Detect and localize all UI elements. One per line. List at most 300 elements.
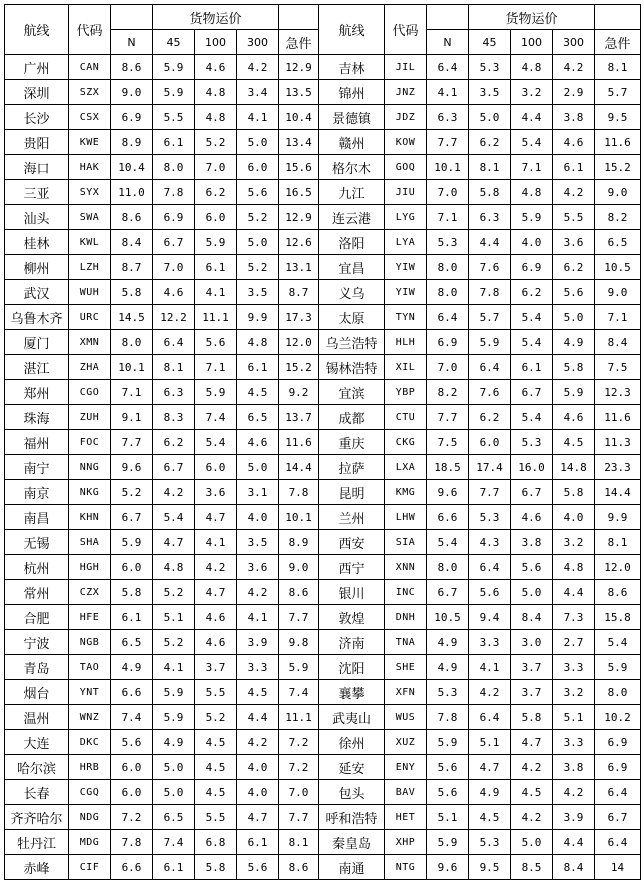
route-code: CAN: [69, 55, 111, 80]
rate-45: 8.1: [153, 355, 195, 380]
rate-100: 3.6: [195, 480, 237, 505]
rate-45: 7.7: [469, 480, 511, 505]
rate-n: 7.7: [111, 430, 153, 455]
rate-300: 3.4: [237, 80, 279, 105]
rate-300: 5.6: [237, 180, 279, 205]
rate-n: 7.1: [427, 205, 469, 230]
rate-urgent: 9.0: [595, 180, 641, 205]
table-row: [5, 455, 641, 480]
rate-100: 8.5: [511, 855, 553, 880]
rate-300: 3.8: [553, 105, 595, 130]
rate-urgent: 9.2: [279, 380, 319, 405]
rate-45: 6.3: [469, 205, 511, 230]
rate-urgent: 7.4: [279, 680, 319, 705]
rate-n: 11.0: [111, 180, 153, 205]
rate-100: 7.0: [195, 155, 237, 180]
rate-n: 4.9: [427, 630, 469, 655]
rate-300: 3.5: [237, 280, 279, 305]
rate-n: 6.6: [111, 680, 153, 705]
rate-45: 5.0: [469, 105, 511, 130]
rate-300: 6.2: [553, 255, 595, 280]
rate-urgent: 9.5: [595, 105, 641, 130]
rate-45: 6.4: [469, 355, 511, 380]
col-n-left: N: [111, 30, 153, 55]
table-row: [5, 405, 641, 430]
route-city: 乌鲁木齐: [5, 305, 69, 330]
route-code: YNT: [69, 680, 111, 705]
freight-header-left: 货物运价: [153, 5, 279, 30]
route-code: INC: [385, 580, 427, 605]
route-city: 广州: [5, 55, 69, 80]
rate-n: 5.3: [427, 680, 469, 705]
rate-100: 6.2: [195, 180, 237, 205]
rate-100: 6.2: [511, 280, 553, 305]
rate-45: 7.8: [153, 180, 195, 205]
rate-45: 12.2: [153, 305, 195, 330]
route-code: CIF: [69, 855, 111, 880]
route-code: CSX: [69, 105, 111, 130]
rate-300: 4.2: [237, 580, 279, 605]
rate-300: 3.9: [237, 630, 279, 655]
rate-n: 7.0: [427, 355, 469, 380]
route-city: 宜滨: [319, 380, 385, 405]
rate-45: 5.9: [469, 330, 511, 355]
rate-100: 5.5: [195, 680, 237, 705]
route-city: 深圳: [5, 80, 69, 105]
route-city: 成都: [319, 405, 385, 430]
route-code: SWA: [69, 205, 111, 230]
rate-n: 5.6: [111, 730, 153, 755]
route-city: 温州: [5, 705, 69, 730]
rate-300: 3.9: [553, 805, 595, 830]
rate-300: 4.2: [553, 780, 595, 805]
rate-100: 4.5: [511, 780, 553, 805]
rate-100: 6.7: [511, 380, 553, 405]
header-row-top: [5, 5, 641, 30]
rate-urgent: 12.9: [279, 205, 319, 230]
rate-urgent: 6.9: [595, 730, 641, 755]
rate-300: 5.0: [237, 455, 279, 480]
rate-100: 6.1: [195, 255, 237, 280]
rate-300: 4.4: [553, 830, 595, 855]
rate-100: 6.0: [195, 455, 237, 480]
table-row: [5, 530, 641, 555]
route-city: 无锡: [5, 530, 69, 555]
rate-300: 3.1: [237, 480, 279, 505]
rate-300: 3.5: [237, 530, 279, 555]
route-city: 连云港: [319, 205, 385, 230]
route-code: YIW: [385, 280, 427, 305]
rate-n: 8.0: [427, 555, 469, 580]
rate-45: 5.3: [469, 505, 511, 530]
rate-n: 8.6: [111, 55, 153, 80]
rate-45: 4.6: [153, 280, 195, 305]
rate-n: 10.4: [111, 155, 153, 180]
rate-urgent: 13.5: [279, 80, 319, 105]
table-row: [5, 180, 641, 205]
route-city: 珠海: [5, 405, 69, 430]
rate-100: 4.7: [511, 730, 553, 755]
rate-300: 5.8: [553, 480, 595, 505]
rate-300: 4.0: [553, 505, 595, 530]
rate-300: 6.1: [237, 830, 279, 855]
rate-300: 4.2: [237, 55, 279, 80]
route-city: 长春: [5, 780, 69, 805]
rate-45: 6.4: [153, 330, 195, 355]
rate-45: 6.0: [469, 430, 511, 455]
route-city: 桂林: [5, 230, 69, 255]
rate-45: 5.7: [469, 305, 511, 330]
route-code: NGB: [69, 630, 111, 655]
rate-45: 8.1: [469, 155, 511, 180]
rate-300: 2.7: [553, 630, 595, 655]
rate-300: 4.6: [553, 405, 595, 430]
header-blank-right-2: [595, 5, 641, 30]
rate-urgent: 5.9: [279, 655, 319, 680]
rate-urgent: 7.5: [595, 355, 641, 380]
rate-n: 7.7: [427, 130, 469, 155]
rate-100: 4.8: [511, 55, 553, 80]
col-300-right: 300: [553, 30, 595, 55]
route-code: KWE: [69, 130, 111, 155]
rate-urgent: 10.5: [595, 255, 641, 280]
table-row: [5, 130, 641, 155]
rate-300: 6.1: [553, 155, 595, 180]
route-city: 青岛: [5, 655, 69, 680]
rate-100: 6.1: [511, 355, 553, 380]
rate-100: 4.6: [195, 55, 237, 80]
route-city: 西宁: [319, 555, 385, 580]
route-city: 太原: [319, 305, 385, 330]
route-code: CZX: [69, 580, 111, 605]
rate-45: 3.5: [469, 80, 511, 105]
rate-45: 4.7: [153, 530, 195, 555]
route-code: KMG: [385, 480, 427, 505]
route-city: 齐齐哈尔: [5, 805, 69, 830]
rate-300: 5.0: [237, 230, 279, 255]
route-code: MDG: [69, 830, 111, 855]
rate-45: 7.6: [469, 255, 511, 280]
rate-100: 4.8: [195, 80, 237, 105]
rate-100: 6.9: [511, 255, 553, 280]
rate-urgent: 9.0: [595, 280, 641, 305]
rate-45: 4.1: [469, 655, 511, 680]
rate-45: 6.9: [153, 205, 195, 230]
rate-urgent: 6.4: [595, 830, 641, 855]
rate-45: 6.5: [153, 805, 195, 830]
rate-urgent: 11.6: [595, 130, 641, 155]
rate-urgent: 14.4: [595, 480, 641, 505]
rate-urgent: 7.7: [279, 805, 319, 830]
route-code: GOQ: [385, 155, 427, 180]
route-city: 吉林: [319, 55, 385, 80]
table-row: [5, 830, 641, 855]
route-code: JNZ: [385, 80, 427, 105]
rate-300: 5.0: [553, 305, 595, 330]
rate-300: 7.3: [553, 605, 595, 630]
rate-45: 7.8: [469, 280, 511, 305]
rate-45: 6.2: [469, 130, 511, 155]
table-row: [5, 730, 641, 755]
rate-urgent: 8.6: [279, 580, 319, 605]
rate-urgent: 14: [595, 855, 641, 880]
route-city: 景德镇: [319, 105, 385, 130]
rate-n: 6.1: [111, 605, 153, 630]
route-code: FOC: [69, 430, 111, 455]
rate-urgent: 7.7: [279, 605, 319, 630]
route-code: NTG: [385, 855, 427, 880]
rate-urgent: 8.7: [279, 280, 319, 305]
rate-n: 5.9: [427, 730, 469, 755]
table-row: [5, 755, 641, 780]
table-row: [5, 55, 641, 80]
rate-urgent: 8.6: [595, 580, 641, 605]
rate-45: 3.3: [469, 630, 511, 655]
rate-n: 5.1: [427, 805, 469, 830]
rate-n: 5.6: [427, 780, 469, 805]
rate-300: 4.6: [553, 130, 595, 155]
route-city: 海口: [5, 155, 69, 180]
rate-n: 7.5: [427, 430, 469, 455]
route-code: LZH: [69, 255, 111, 280]
rate-100: 4.4: [511, 105, 553, 130]
rate-45: 4.8: [153, 555, 195, 580]
rate-300: 5.6: [553, 280, 595, 305]
route-header-right: 航线: [319, 5, 385, 55]
code-header-right: 代码: [385, 5, 427, 55]
table-row: [5, 555, 641, 580]
rate-100: 5.0: [511, 580, 553, 605]
route-code: CKG: [385, 430, 427, 455]
freight-rate-table: [4, 4, 641, 880]
rate-100: 3.0: [511, 630, 553, 655]
rate-n: 6.7: [427, 580, 469, 605]
rate-urgent: 6.7: [595, 805, 641, 830]
rate-300: 6.1: [237, 355, 279, 380]
route-city: 长沙: [5, 105, 69, 130]
rate-100: 3.7: [511, 680, 553, 705]
route-code: JDZ: [385, 105, 427, 130]
rate-100: 4.2: [195, 555, 237, 580]
rate-urgent: 16.5: [279, 180, 319, 205]
rate-100: 5.2: [195, 705, 237, 730]
rate-300: 3.3: [553, 655, 595, 680]
route-city: 洛阳: [319, 230, 385, 255]
rate-45: 5.0: [153, 755, 195, 780]
rate-urgent: 23.3: [595, 455, 641, 480]
table-row: [5, 80, 641, 105]
route-code: LHW: [385, 505, 427, 530]
rate-100: 5.4: [511, 330, 553, 355]
route-city: 哈尔滨: [5, 755, 69, 780]
rate-n: 5.9: [427, 830, 469, 855]
rate-45: 4.5: [469, 805, 511, 830]
route-code: HFE: [69, 605, 111, 630]
table-row: [5, 705, 641, 730]
rate-100: 6.7: [511, 480, 553, 505]
route-city: 郑州: [5, 380, 69, 405]
rate-300: 3.2: [553, 530, 595, 555]
rate-45: 4.9: [469, 780, 511, 805]
rate-n: 7.8: [427, 705, 469, 730]
table-row: [5, 780, 641, 805]
rate-urgent: 8.1: [595, 530, 641, 555]
rate-45: 5.9: [153, 80, 195, 105]
route-code: YIW: [385, 255, 427, 280]
rate-100: 4.5: [195, 730, 237, 755]
route-code: LXA: [385, 455, 427, 480]
route-code: SHE: [385, 655, 427, 680]
route-city: 银川: [319, 580, 385, 605]
rate-n: 7.4: [111, 705, 153, 730]
route-code: XUZ: [385, 730, 427, 755]
rate-urgent: 13.1: [279, 255, 319, 280]
rate-100: 5.4: [511, 130, 553, 155]
route-city: 沈阳: [319, 655, 385, 680]
route-code: XNN: [385, 555, 427, 580]
col-100-left: 100: [195, 30, 237, 55]
rate-n: 9.1: [111, 405, 153, 430]
table-row: [5, 305, 641, 330]
rate-n: 6.3: [427, 105, 469, 130]
rate-n: 6.0: [111, 780, 153, 805]
rate-n: 9.6: [427, 480, 469, 505]
rate-100: 4.6: [195, 630, 237, 655]
route-code: TNA: [385, 630, 427, 655]
rate-urgent: 11.1: [279, 705, 319, 730]
rate-300: 14.8: [553, 455, 595, 480]
route-code: LYG: [385, 205, 427, 230]
table-row: [5, 805, 641, 830]
table-row: [5, 630, 641, 655]
rate-urgent: 5.9: [595, 655, 641, 680]
rate-urgent: 15.8: [595, 605, 641, 630]
route-city: 锡林浩特: [319, 355, 385, 380]
rate-300: 6.5: [237, 405, 279, 430]
rate-100: 3.8: [511, 530, 553, 555]
rate-45: 4.2: [153, 480, 195, 505]
rate-n: 8.9: [111, 130, 153, 155]
rate-45: 8.3: [153, 405, 195, 430]
route-code: WUH: [69, 280, 111, 305]
rate-urgent: 5.7: [595, 80, 641, 105]
rate-300: 5.0: [237, 130, 279, 155]
rate-n: 4.9: [111, 655, 153, 680]
route-code: ZHA: [69, 355, 111, 380]
rate-45: 5.1: [153, 605, 195, 630]
rate-300: 4.4: [237, 705, 279, 730]
rate-table-body: [5, 55, 641, 880]
route-city: 九江: [319, 180, 385, 205]
route-code: XFN: [385, 680, 427, 705]
route-code: JIU: [385, 180, 427, 205]
rate-45: 17.4: [469, 455, 511, 480]
rate-45: 5.9: [153, 680, 195, 705]
route-city: 赣州: [319, 130, 385, 155]
rate-100: 4.2: [511, 755, 553, 780]
col-300-left: 300: [237, 30, 279, 55]
rate-n: 9.6: [427, 855, 469, 880]
rate-45: 6.7: [153, 455, 195, 480]
rate-urgent: 8.6: [279, 855, 319, 880]
col-urgent-right: 急件: [595, 30, 641, 55]
rate-100: 4.0: [511, 230, 553, 255]
table-row: [5, 580, 641, 605]
rate-urgent: 11.3: [595, 430, 641, 455]
rate-45: 5.1: [469, 730, 511, 755]
rate-45: 6.7: [153, 230, 195, 255]
rate-urgent: 7.2: [279, 730, 319, 755]
rate-100: 7.1: [195, 355, 237, 380]
rate-n: 7.7: [427, 405, 469, 430]
rate-300: 4.7: [237, 805, 279, 830]
rate-300: 4.6: [237, 430, 279, 455]
route-city: 襄攀: [319, 680, 385, 705]
route-code: SZX: [69, 80, 111, 105]
route-code: HAK: [69, 155, 111, 180]
route-city: 济南: [319, 630, 385, 655]
rate-300: 3.3: [553, 730, 595, 755]
rate-100: 5.9: [511, 205, 553, 230]
rate-urgent: 10.4: [279, 105, 319, 130]
rate-n: 10.1: [427, 155, 469, 180]
route-city: 昆明: [319, 480, 385, 505]
route-code: BAV: [385, 780, 427, 805]
rate-n: 6.6: [111, 855, 153, 880]
rate-n: 8.6: [111, 205, 153, 230]
table-row: [5, 655, 641, 680]
route-city: 南宁: [5, 455, 69, 480]
route-city: 秦皇岛: [319, 830, 385, 855]
rate-300: 4.4: [553, 580, 595, 605]
rate-100: 5.6: [511, 555, 553, 580]
route-code: HLH: [385, 330, 427, 355]
rate-100: 4.7: [195, 505, 237, 530]
rate-urgent: 10.2: [595, 705, 641, 730]
rate-100: 4.8: [195, 105, 237, 130]
table-row: [5, 330, 641, 355]
rate-45: 6.4: [469, 555, 511, 580]
route-city: 南京: [5, 480, 69, 505]
table-row: [5, 505, 641, 530]
route-city: 宁波: [5, 630, 69, 655]
rate-urgent: 9.8: [279, 630, 319, 655]
rate-n: 5.9: [111, 530, 153, 555]
rate-n: 10.1: [111, 355, 153, 380]
table-row: [5, 105, 641, 130]
rate-n: 6.9: [427, 330, 469, 355]
rate-n: 7.2: [111, 805, 153, 830]
rate-300: 8.4: [553, 855, 595, 880]
rate-300: 4.0: [237, 505, 279, 530]
route-code: CTU: [385, 405, 427, 430]
rate-45: 5.3: [469, 830, 511, 855]
route-code: TAO: [69, 655, 111, 680]
rate-300: 3.3: [237, 655, 279, 680]
rate-300: 5.2: [237, 205, 279, 230]
rate-100: 5.3: [511, 430, 553, 455]
rate-urgent: 8.1: [595, 55, 641, 80]
route-code: XMN: [69, 330, 111, 355]
rate-45: 6.1: [153, 130, 195, 155]
rate-n: 8.0: [427, 255, 469, 280]
rate-n: 5.2: [111, 480, 153, 505]
rate-300: 3.6: [553, 230, 595, 255]
rate-45: 4.9: [153, 730, 195, 755]
rate-n: 6.9: [111, 105, 153, 130]
route-city: 牡丹江: [5, 830, 69, 855]
table-row: [5, 355, 641, 380]
